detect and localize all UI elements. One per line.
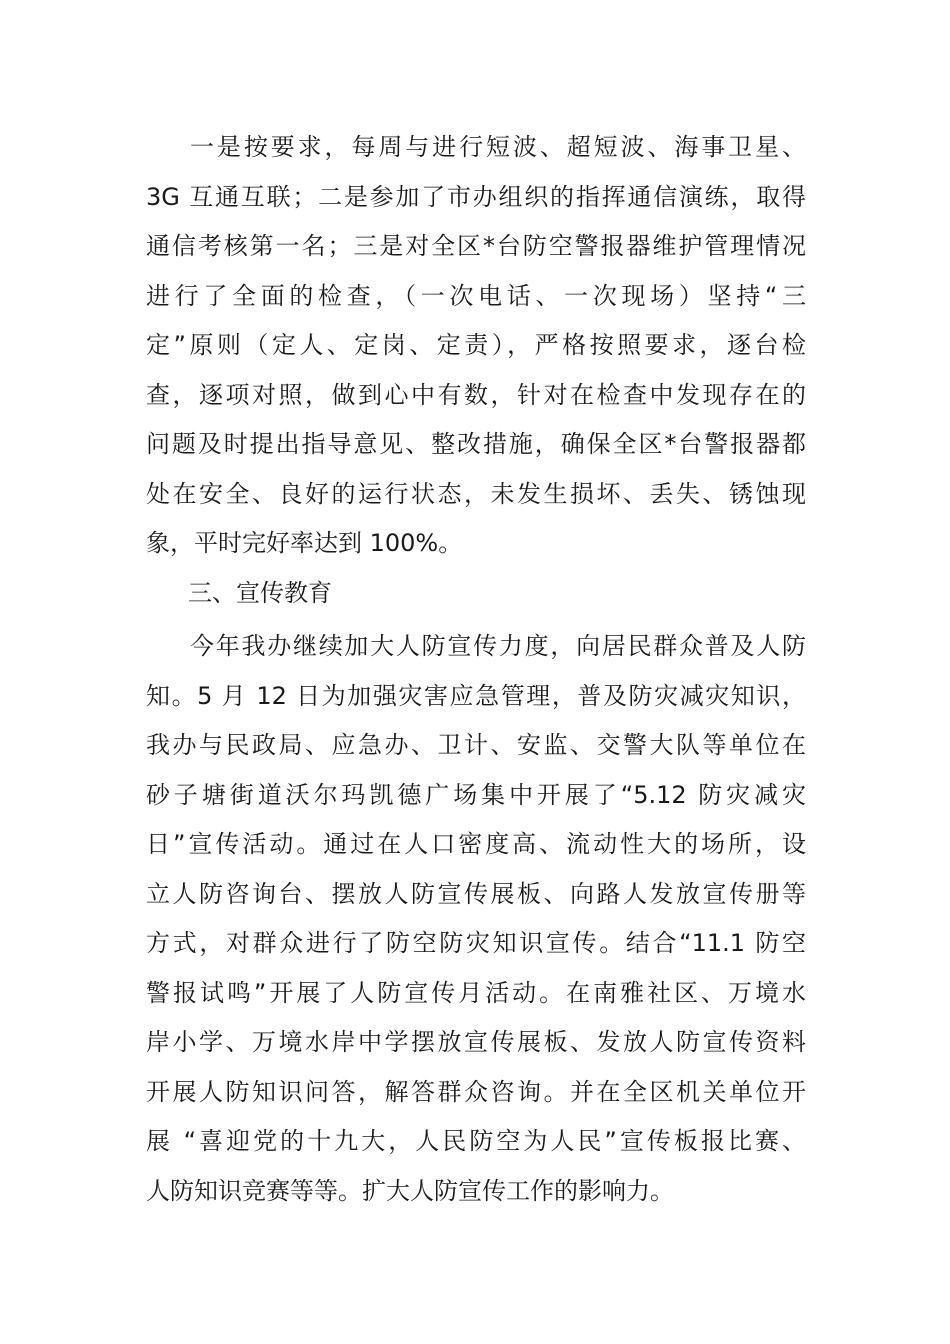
paragraph-line: 日”宣传活动。通过在人口密度高、流动性大的场所，设 bbox=[146, 830, 806, 858]
paragraph-line: 知。5 月 12 日为加强灾害应急管理，普及防灾减灾知识， bbox=[146, 681, 806, 710]
paragraph-line: 我办与民政局、应急办、卫计、安监、交警大队等单位在 bbox=[146, 731, 806, 759]
paragraph-line: 岸小学、万境水岸中学摆放宣传展板、发放人防宣传资料 bbox=[146, 1028, 806, 1056]
paragraph-line: 砂子塘街道沃尔玛凯德广场集中开展了“5.12 防灾减灾 bbox=[146, 780, 806, 809]
section-heading: 三、宣传教育 bbox=[188, 578, 332, 607]
paragraph-line: 立人防咨询台、摆放人防宣传展板、向路人发放宣传册等 bbox=[146, 879, 806, 908]
paragraph-line: 开展人防知识问答，解答群众咨询。并在全区机关单位开 bbox=[146, 1077, 806, 1106]
paragraph-line: 问题及时提出指导意见、整改措施，确保全区*台警报器都 bbox=[146, 430, 806, 458]
paragraph-line: 3G 互通互联；二是参加了市办组织的指挥通信演练，取得 bbox=[146, 182, 806, 211]
paragraph-publicity-education bbox=[146, 622, 806, 1216]
paragraph-line: 通信考核第一名；三是对全区*台防空警报器维护管理情况 bbox=[146, 232, 806, 260]
paragraph-line: 象，平时完好率达到 100%。 bbox=[146, 529, 463, 557]
paragraph-line: 方式，对群众进行了防空防灾知识宣传。结合“11.1 防空 bbox=[146, 929, 806, 957]
paragraph-line: 人防知识竞赛等等。扩大人防宣传工作的影响力。 bbox=[146, 1176, 674, 1205]
paragraph-line: 今年我办继续加大人防宣传力度，向居民群众普及人防 bbox=[190, 632, 806, 660]
paragraph-line: 一是按要求，每周与进行短波、超短波、海事卫星、 bbox=[190, 133, 806, 161]
paragraph-line: 处在安全、良好的运行状态，未发生损坏、丢失、锈蚀现 bbox=[146, 479, 806, 508]
paragraph-line: 警报试鸣”开展了人防宣传月活动。在南雅社区、万境水 bbox=[146, 978, 806, 1007]
paragraph-line: 展 “喜迎党的十九大，人民防空为人民”宣传板报比赛、 bbox=[146, 1127, 806, 1155]
paragraph-signal-maintenance bbox=[146, 123, 806, 618]
paragraph-line: 查，逐项对照，做到心中有数，针对在检查中发现存在的 bbox=[146, 380, 806, 409]
paragraph-line: 定”原则（定人、定岗、定责），严格按照要求，逐台检 bbox=[146, 331, 806, 359]
paragraph-line: 进行了全面的检查，（一次电话、一次现场）坚持“三 bbox=[146, 281, 806, 310]
